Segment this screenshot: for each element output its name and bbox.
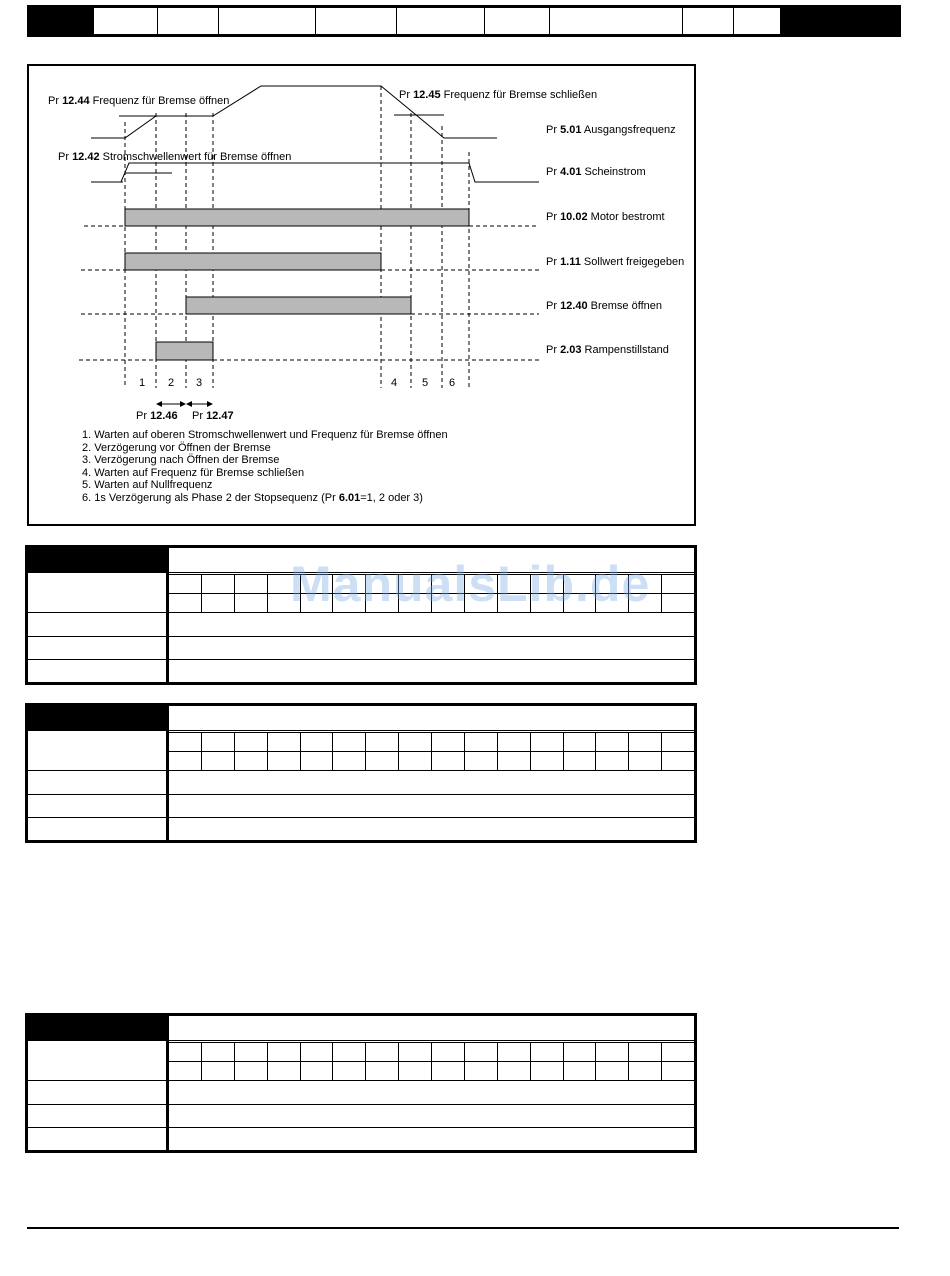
watermark: ManualsLib.de [290, 556, 651, 612]
signal-label-ausgangsfrequenz: Pr 5.01 Ausgangsfrequenz [546, 124, 676, 136]
bit-grid [169, 1041, 694, 1080]
header-tab-bar [91, 5, 783, 37]
header-tab[interactable] [734, 8, 780, 34]
legend-item: 4. Warten auf Frequenz für Bremse schließen [82, 466, 305, 479]
param-row [28, 612, 694, 636]
signal-label-scheinstrom: Pr 4.01 Scheinstrom [546, 166, 646, 178]
header-tab[interactable] [316, 8, 397, 34]
bit-grid [169, 731, 694, 770]
signal-label-sollwert-freigegeben: Pr 1.11 Sollwert freigegeben [546, 256, 685, 268]
header-tab-block-left [27, 5, 91, 37]
param-label-cell [28, 731, 169, 770]
header-tab[interactable] [397, 8, 485, 34]
phase-label: 1 [139, 377, 146, 389]
legend-item: 3. Verzögerung nach Öffnen der Bremse [82, 454, 280, 467]
legend-item: 6. 1s Verzögerung als Phase 2 der Stopsequenz (Pr 6.01=1, 2 oder 3) [82, 491, 423, 504]
bar-bremse-oeffnen [186, 297, 411, 314]
header-tab[interactable] [94, 8, 158, 34]
annotation-frequenz-bremse-schliessen: Pr 12.45 Frequenz für Bremse schließen [399, 89, 598, 101]
phase-label: 6 [449, 377, 456, 389]
phase-label: 3 [196, 377, 203, 389]
param-label-cell [28, 573, 169, 612]
phase-guide-lines [79, 86, 539, 388]
bar-motor-bestromt [125, 209, 469, 226]
param-row [28, 817, 694, 840]
signal-label-rampenstillstand: Pr 2.03 Rampenstillstand [546, 344, 669, 356]
param-row [28, 1104, 694, 1127]
bar-sollwert-freigegeben [125, 253, 381, 270]
param-row [28, 659, 694, 682]
header-tab[interactable] [683, 8, 734, 34]
param-number-cell [28, 706, 169, 730]
delay-label-12-46: Pr 12.46 [136, 410, 178, 422]
phase-label: 4 [391, 377, 398, 389]
param-header-row [28, 706, 694, 730]
delay-arrows [156, 401, 213, 407]
param-number-cell [28, 548, 169, 572]
header-tab[interactable] [485, 8, 550, 34]
delay-label-12-47: Pr 12.47 [192, 410, 234, 422]
legend-item: 2. Verzögerung vor Öffnen der Bremse [82, 441, 271, 454]
param-row [28, 636, 694, 659]
param-label-cell [28, 1041, 169, 1080]
param-bit-row [28, 1040, 694, 1080]
param-row [28, 794, 694, 817]
signal-bars [125, 209, 469, 360]
param-row [28, 1127, 694, 1150]
phase-label: 5 [422, 377, 429, 389]
legend-item: 1. Warten auf oberen Stromschwellenwert und Frequenz für Bremse öffnen [82, 429, 448, 441]
header-tab[interactable] [550, 8, 683, 34]
phase-label: 2 [168, 377, 175, 389]
param-row [28, 770, 694, 794]
footer-divider [27, 1227, 899, 1229]
param-header-row [28, 1016, 694, 1040]
param-number-cell [28, 1016, 169, 1040]
signal-label-bremse-oeffnen: Pr 12.40 Bremse öffnen [546, 300, 662, 312]
param-title-cell [169, 1016, 694, 1040]
parameter-table [25, 703, 697, 843]
signal-label-motor-bestromt: Pr 10.02 Motor bestromt [546, 211, 665, 223]
param-title-cell [169, 706, 694, 730]
param-bit-row [28, 730, 694, 770]
header-tab-block-right [783, 5, 901, 37]
bar-rampenstillstand [156, 342, 213, 360]
header-tab[interactable] [219, 8, 316, 34]
legend-item: 5. Warten auf Nullfrequenz [82, 479, 213, 492]
parameter-table [25, 1013, 697, 1153]
header-tab[interactable] [158, 8, 219, 34]
phase-legend [82, 429, 602, 505]
annotation-frequenz-bremse-oeffnen: Pr 12.44 Frequenz für Bremse öffnen [48, 95, 230, 107]
annotation-stromschwellenwert: Pr 12.42 Stromschwellenwert für Bremse öffnen [58, 151, 292, 163]
param-row [28, 1080, 694, 1104]
